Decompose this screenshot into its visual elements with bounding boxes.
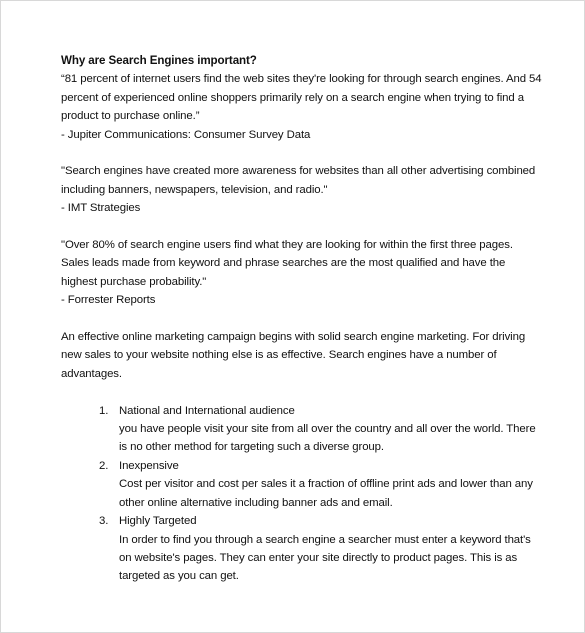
quote-line: including banners, newspapers, television, and radio." <box>61 183 328 196</box>
advantage-item <box>61 457 531 512</box>
paragraph-line: new sales to your website nothing else is as effective. Search engines have a number of <box>61 349 497 362</box>
advantage-description-line: other online alternative including banner ads and email. <box>119 496 393 509</box>
intro-paragraph <box>61 328 531 383</box>
quote-line: Sales leads made from keyword and phrase searches are the most qualified and have the <box>61 257 506 270</box>
list-number: 3. <box>99 515 109 528</box>
quote-line: percent of experienced online shoppers primarily rely on a search engine when trying to find a <box>61 91 524 104</box>
quote-line: product to purchase online.” <box>61 110 200 123</box>
quote-imt <box>61 162 536 217</box>
quote-jupiter <box>61 70 542 144</box>
advantage-item <box>61 512 531 586</box>
list-number: 1. <box>99 404 109 417</box>
quote-source: - Jupiter Communications: Consumer Survey Data <box>61 128 311 141</box>
quote-line: “81 percent of internet users find the web sites they're looking for through search engines. And 54 <box>61 73 542 86</box>
quote-line: "Search engines have created more awareness for websites than all other advertising combined <box>61 165 536 178</box>
quote-source: - IMT Strategies <box>61 202 141 215</box>
list-number: 2. <box>99 459 109 472</box>
advantage-description-line: on website's pages. They can enter your site directly to product pages. This is as <box>119 551 518 564</box>
advantage-title: Inexpensive <box>119 459 179 472</box>
quote-line: highest purchase probability." <box>61 275 207 288</box>
paragraph-line: An effective online marketing campaign begins with solid search engine marketing. For driving <box>61 331 526 344</box>
document-content <box>61 52 542 586</box>
quote-forrester <box>61 236 531 310</box>
advantage-description-line: you have people visit your site from all over the country and all over the world. There <box>119 423 536 436</box>
advantage-item <box>61 402 536 457</box>
advantages-list <box>61 402 536 586</box>
quote-line: "Over 80% of search engine users find what they are looking for within the first three pages. <box>61 239 513 252</box>
advantage-description-line: targeted as you can get. <box>119 570 239 583</box>
document-heading: Why are Search Engines important? <box>61 54 257 67</box>
paragraph-line: advantages. <box>61 367 122 380</box>
advantage-title: National and International audience <box>119 404 295 417</box>
advantage-description-line: In order to find you through a search engine a searcher must enter a keyword that's <box>119 533 531 546</box>
advantage-description-line: is no other method for targeting such a diverse group. <box>119 441 384 454</box>
advantage-description-line: Cost per visitor and cost per sales it a fraction of offline print ads and lower than any <box>119 478 533 491</box>
quote-source: - Forrester Reports <box>61 294 156 307</box>
advantage-title: Highly Targeted <box>119 515 197 528</box>
